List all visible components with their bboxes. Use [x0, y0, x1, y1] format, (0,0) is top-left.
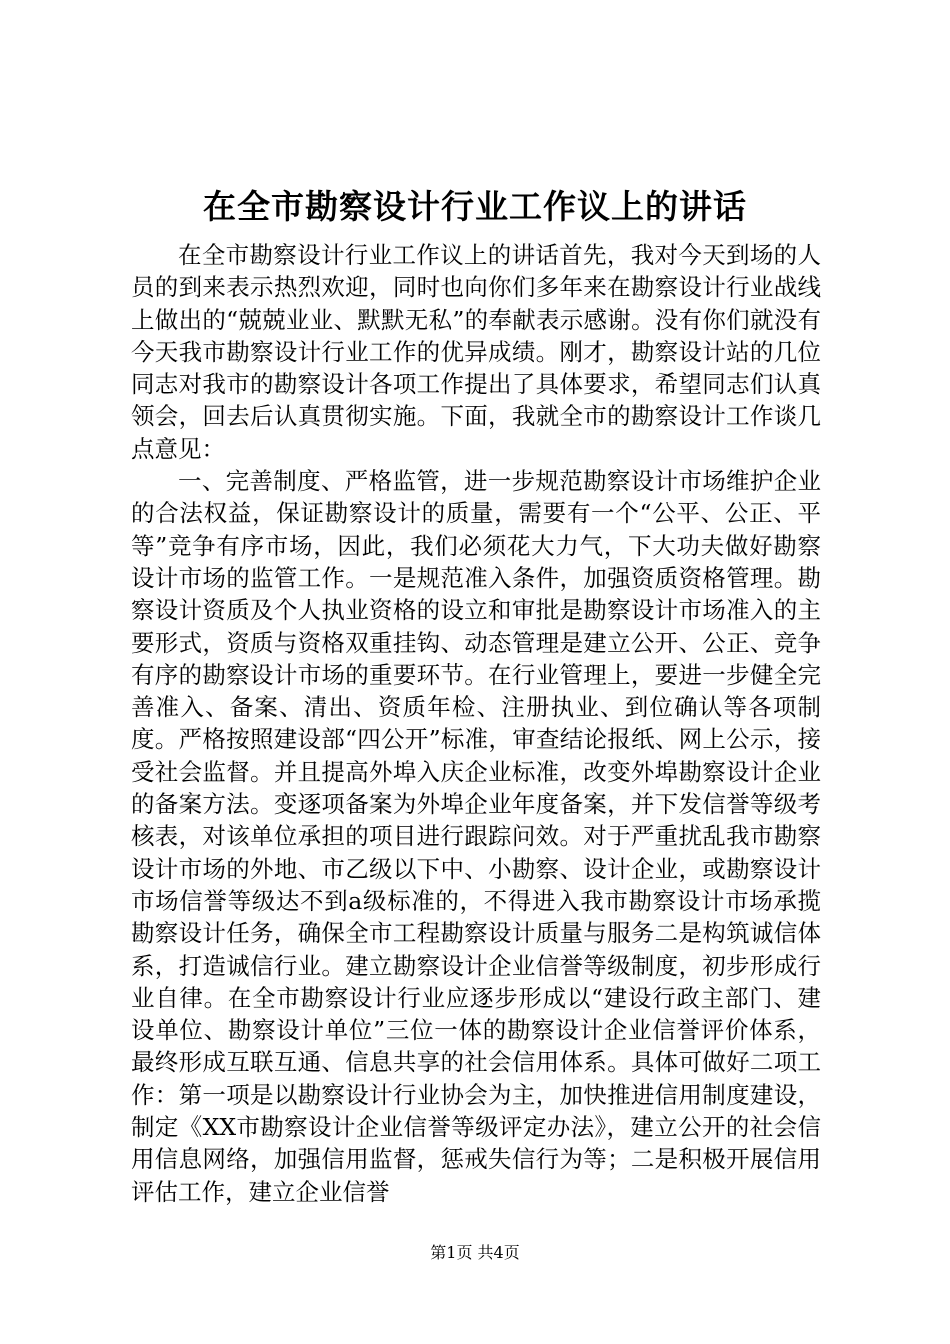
paragraph-intro: 在全市勘察设计行业工作议上的讲话首先，我对今天到场的人员的到来表示热烈欢迎，同时也向你们多年来在勘察设计行业战线上做出的“兢兢业业、默默无私”的奉献表示感谢。没有你们就没有今天我市勘察设计行业工作的优异成绩。刚才，勘察设计站的几位同志对我市的勘察设计各项工作提出了具体要求，希望同志们认真领会，回去后认真贯彻实施。下面，我就全市的勘察设计工作谈几点意见： — [131, 241, 821, 463]
page-number-footer: 第1页 共4页 — [430, 1243, 520, 1262]
document-body — [131, 239, 821, 1208]
document-title: 在全市勘察设计行业工作议上的讲话 — [203, 187, 747, 226]
paragraph-section-1: 一、完善制度、严格监管，进一步规范勘察设计市场维护企业的合法权益，保证勘察设计的质量，需要有一个“公平、公正、平等”竞争有序市场，因此，我们必须花大力气，下大功夫做好勘察设计市场的监管工作。一是规范准入条件，加强资质资格管理。勘察设计资质及个人执业资格的设立和审批是勘察设计市场准入的主要形式，资质与资格双重挂钩、动态管理是建立公开、公正、竞争有序的勘察设计市场的重要环节。在行业管理上，要进一步健全完善准入、备案、清出、资质年检、注册执业、到位确认等各项制度。严格按照建设部“四公开”标准，审查结论报纸、网上公示，接受社会监督。并且提高外埠入庆企业标准，改变外埠勘察设计企业的备案方法。变逐项备案为外埠企业年度备案，并下发信誉等级考核表，对该单位承担的项目进行跟踪问效。对于严重扰乱我市勘察设计市场的外地、市乙级以下中、小勘察、设计企业，或勘察设计市场信誉等级达不到a级标准的，不得进入我市勘察设计市场承揽勘察设计任务，确保全市工程勘察设计质量与服务二是构筑诚信体系，打造诚信行业。建立勘察设计企业信誉等级制度，初步形成行业自律。在全市勘察设计行业应逐步形成以“建设行政主部门、建设单位、勘察设计单位”三位一体的勘察设计企业信誉评价体系，最终形成互联互通、信息共享的社会信用体系。具体可做好二项工作：第一项是以勘察设计行业协会为主，加快推进信用制度建设，制定《XX市勘察设计企业信誉等级评定办法》，建立公开的社会信用信息网络，加强信用监督，惩戒失信行为等；二是积极开展信用评估工作，建立企业信誉 — [131, 467, 821, 1206]
